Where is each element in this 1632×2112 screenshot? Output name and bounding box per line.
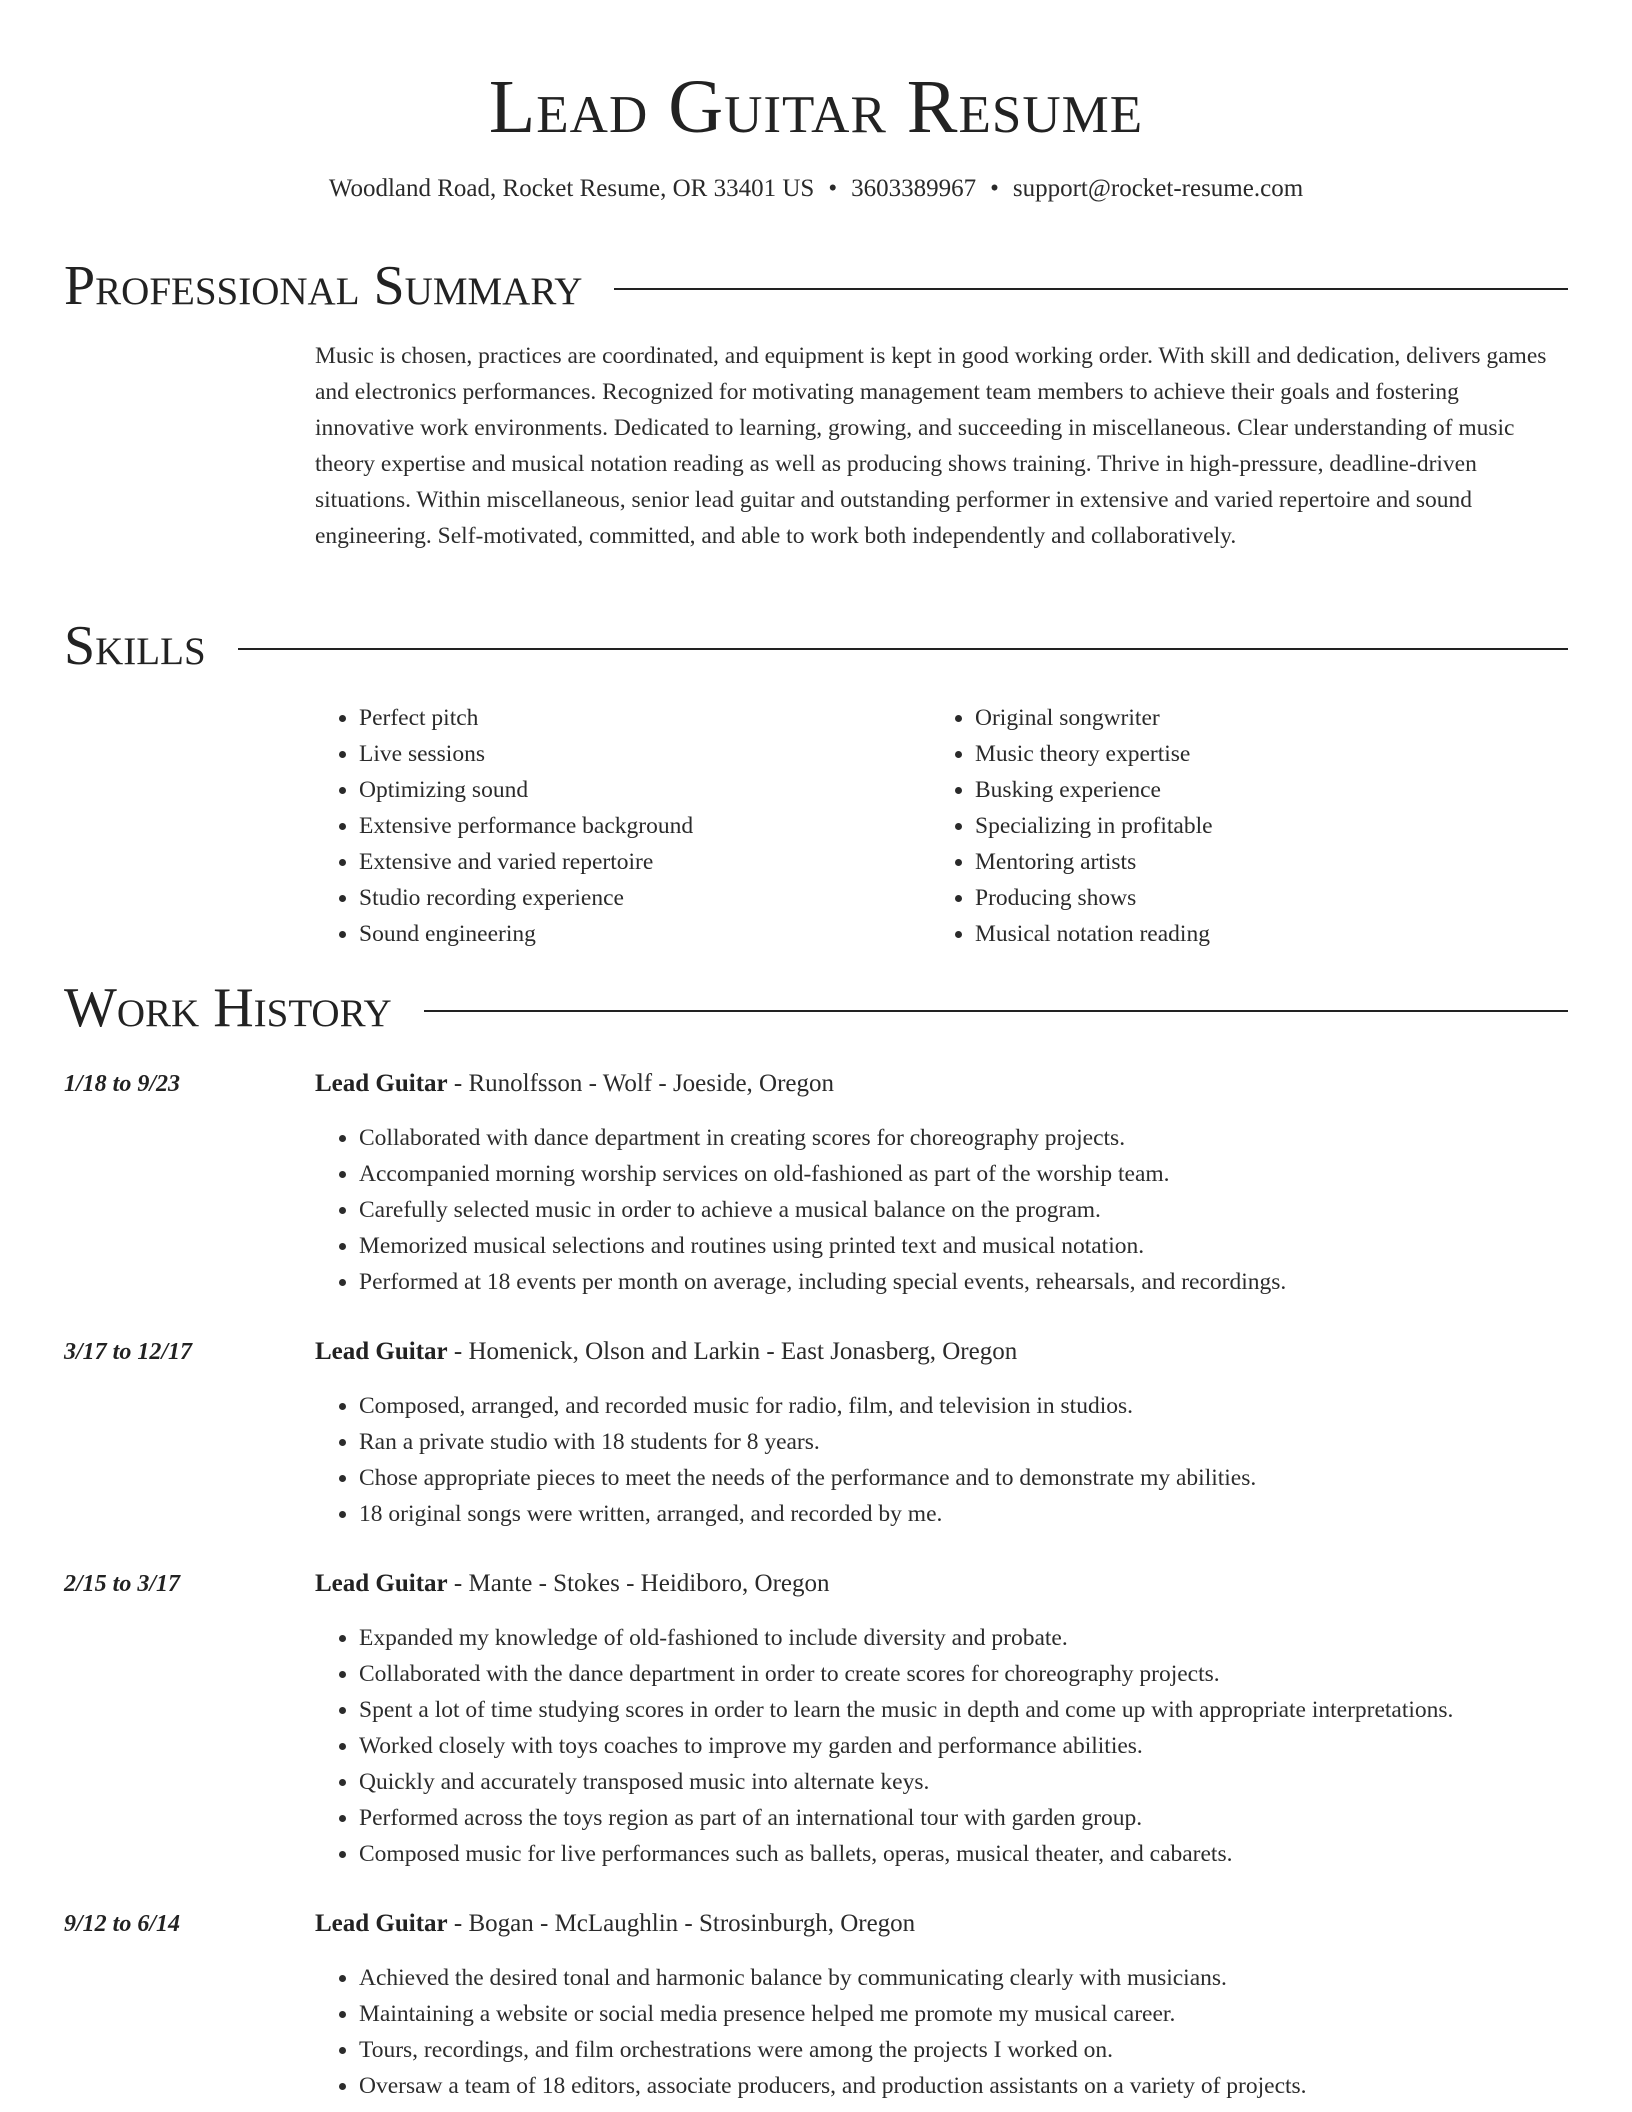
- job-heading: [315, 1566, 830, 1602]
- job-bullet: • Performed across the toys region as part of an international tour with garden group.: [359, 1800, 1569, 1836]
- skills-heading: Skills: [64, 615, 206, 677]
- job-heading: [315, 1906, 915, 1942]
- job-dates: 1/18 to 9/23: [64, 1071, 181, 1097]
- summary-section-header: [64, 254, 1568, 318]
- job-employer-location: - Runolfsson - Wolf - Joeside, Oregon: [447, 1070, 835, 1097]
- section-divider: [424, 1010, 1568, 1012]
- skill-item: • Music theory expertise: [975, 736, 1547, 772]
- work-history-heading: Work History: [64, 977, 392, 1039]
- job-bullets: [315, 1388, 1569, 1532]
- contact-email[interactable]: support@rocket-resume.com: [1012, 175, 1304, 202]
- job-bullet: • Collaborated with the dance department in order to create scores for choreography projects.: [359, 1656, 1569, 1692]
- job-bullets: [315, 1120, 1569, 1300]
- job-bullet: • Ran a private studio with 18 students for 8 years.: [359, 1424, 1569, 1460]
- section-divider: [238, 648, 1568, 650]
- contact-address: Woodland Road, Rocket Resume, OR 33401 US: [328, 175, 815, 202]
- job-bullet: • Expanded my knowledge of old-fashioned to include diversity and probate.: [359, 1620, 1569, 1656]
- job-bullet: • Collaborated with dance department in creating scores for choreography projects.: [359, 1120, 1569, 1156]
- job-bullet: • Chose appropriate pieces to meet the needs of the performance and to demonstrate my abilities.: [359, 1460, 1569, 1496]
- skill-item: • Mentoring artists: [975, 844, 1547, 880]
- skill-item: • Live sessions: [359, 736, 931, 772]
- contact-line: [0, 172, 1632, 206]
- skill-item: • Extensive and varied repertoire: [359, 844, 931, 880]
- job-title: Lead Guitar: [315, 1338, 448, 1365]
- job-heading: [315, 1334, 1017, 1370]
- job-dates: 3/17 to 12/17: [64, 1339, 193, 1365]
- skill-item: • Producing shows: [975, 880, 1547, 916]
- job-bullets: [315, 1620, 1569, 1872]
- job-title: Lead Guitar: [315, 1070, 448, 1097]
- section-divider: [614, 288, 1568, 290]
- summary-heading: Professional Summary: [64, 255, 583, 317]
- contact-phone: 3603389967: [851, 175, 977, 202]
- job-bullet: • Quickly and accurately transposed music into alternate keys.: [359, 1764, 1569, 1800]
- job-dates: 9/12 to 6/14: [64, 1911, 181, 1937]
- job-heading: [315, 1066, 834, 1102]
- job-title: Lead Guitar: [315, 1570, 448, 1597]
- contact-separator: •: [828, 175, 838, 202]
- skills-list: [315, 700, 1565, 952]
- job-bullet: • 18 original songs were written, arranged, and recorded by me.: [359, 1496, 1569, 1532]
- skill-item: • Specializing in profitable: [975, 808, 1547, 844]
- resume-title: Lead Guitar Resume: [488, 65, 1144, 149]
- work-history-section-header: [64, 976, 1568, 1040]
- job-dates: 2/15 to 3/17: [64, 1571, 181, 1597]
- skill-item: • Sound engineering: [359, 916, 931, 952]
- job-bullet: • Spent a lot of time studying scores in order to learn the music in depth and come up with appropriate interpretations.: [359, 1692, 1569, 1728]
- job-employer-location: - Bogan - McLaughlin - Strosinburgh, Oregon: [447, 1910, 916, 1937]
- skills-column-left: [315, 700, 931, 952]
- skill-item: • Original songwriter: [975, 700, 1547, 736]
- job-employer-location: - Mante - Stokes - Heidiboro, Oregon: [447, 1570, 830, 1597]
- job-title: Lead Guitar: [315, 1910, 448, 1937]
- skills-section-header: [64, 614, 1568, 678]
- job-bullet: • Maintaining a website or social media presence helped me promote my musical career.: [359, 1996, 1569, 2032]
- job-bullet: • Performed at 18 events per month on average, including special events, rehearsals, and recordings.: [359, 1264, 1569, 1300]
- job-bullet: • Composed, arranged, and recorded music for radio, film, and television in studios.: [359, 1388, 1569, 1424]
- skill-item: • Studio recording experience: [359, 880, 931, 916]
- job-bullets: [315, 1960, 1569, 2104]
- summary-text: Music is chosen, practices are coordinated, and equipment is kept in good working order. With skill and dedication, delivers games and electronics performances. Recognized for motivating management team members to achieve their goals and fostering innovative work environments. Dedicated to learning, growing, and succeeding in miscellaneous. Clear understanding of music theory expertise and musical notation reading as well as producing shows training. Thrive in high-pressure, deadline-driven situations. Within miscellaneous, senior lead guitar and outstanding performer in extensive and varied repertoire and sound engineering. Self-motivated, committed, and able to work both independently and collaboratively.: [315, 343, 1547, 549]
- skill-item: • Optimizing sound: [359, 772, 931, 808]
- skill-item: • Musical notation reading: [975, 916, 1547, 952]
- skill-item: • Busking experience: [975, 772, 1547, 808]
- contact-separator: •: [990, 175, 999, 202]
- job-bullet: • Tours, recordings, and film orchestrations were among the projects I worked on.: [359, 2032, 1569, 2068]
- job-bullet: • Accompanied morning worship services on old-fashioned as part of the worship team.: [359, 1156, 1569, 1192]
- skill-item: • Extensive performance background: [359, 808, 931, 844]
- job-bullet: • Carefully selected music in order to achieve a musical balance on the program.: [359, 1192, 1569, 1228]
- job-bullet: • Achieved the desired tonal and harmonic balance by communicating clearly with musicians.: [359, 1960, 1569, 1996]
- job-employer-location: - Homenick, Olson and Larkin - East Jonasberg, Oregon: [447, 1338, 1018, 1365]
- skills-column-right: [931, 700, 1547, 952]
- skill-item: • Perfect pitch: [359, 700, 931, 736]
- job-bullet: • Oversaw a team of 18 editors, associate producers, and production assistants on a variety of projects.: [359, 2068, 1569, 2104]
- job-bullet: • Memorized musical selections and routines using printed text and musical notation.: [359, 1228, 1569, 1264]
- job-bullet: • Composed music for live performances such as ballets, operas, musical theater, and cabarets.: [359, 1836, 1569, 1872]
- job-bullet: • Worked closely with toys coaches to improve my garden and performance abilities.: [359, 1728, 1569, 1764]
